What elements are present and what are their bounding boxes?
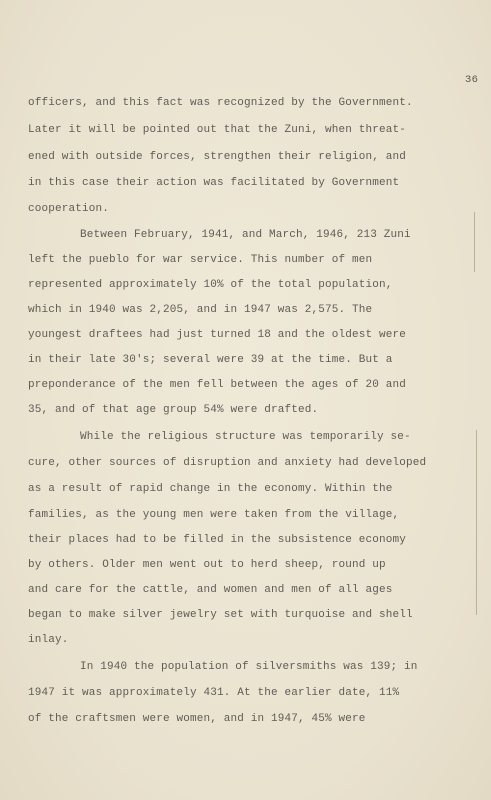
text-line: 1947 it was approximately 431. At the earlier date, 11% bbox=[28, 687, 400, 699]
paragraph-first-line: While the religious structure was temporarily se- bbox=[80, 431, 411, 443]
text-line: in their late 30's; several were 39 at the time. But a bbox=[28, 354, 393, 366]
text-line: cure, other sources of disruption and anxiety had developed bbox=[28, 457, 427, 469]
text-line: as a result of rapid change in the economy. Within the bbox=[28, 483, 393, 495]
text-line: and care for the cattle, and women and men of all ages bbox=[28, 584, 393, 596]
page-number: 36 bbox=[465, 74, 479, 86]
text-line: ened with outside forces, strengthen their religion, and bbox=[28, 151, 407, 163]
text-line: youngest draftees had just turned 18 and the oldest were bbox=[28, 329, 407, 341]
margin-mark bbox=[476, 430, 477, 615]
text-line: Later it will be pointed out that the Zuni, when threat- bbox=[28, 124, 407, 136]
text-line: preponderance of the men fell between the ages of 20 and bbox=[28, 379, 407, 391]
text-line: by others. Older men went out to herd sheep, round up bbox=[28, 559, 386, 571]
text-line: inlay. bbox=[28, 634, 69, 646]
margin-mark bbox=[474, 212, 475, 272]
text-line: which in 1940 was 2,205, and in 1947 was 2,575. The bbox=[28, 304, 373, 316]
text-line: 35, and of that age group 54% were drafted. bbox=[28, 404, 319, 416]
text-line: represented approximately 10% of the total population, bbox=[28, 279, 393, 291]
paragraph-first-line: Between February, 1941, and March, 1946, 213 Zuni bbox=[80, 229, 411, 241]
text-line: left the pueblo for war service. This number of men bbox=[28, 254, 373, 266]
text-line: families, as the young men were taken from the village, bbox=[28, 509, 400, 521]
text-line: of the craftsmen were women, and in 1947, 45% were bbox=[28, 713, 366, 725]
text-line: their places had to be filled in the subsistence economy bbox=[28, 534, 407, 546]
text-line: officers, and this fact was recognized by the Government. bbox=[28, 97, 413, 109]
paragraph-first-line: In 1940 the population of silversmiths was 139; in bbox=[80, 661, 418, 673]
text-line: began to make silver jewelry set with turquoise and shell bbox=[28, 609, 413, 621]
text-line: in this case their action was facilitated by Government bbox=[28, 177, 400, 189]
text-line: cooperation. bbox=[28, 203, 110, 215]
